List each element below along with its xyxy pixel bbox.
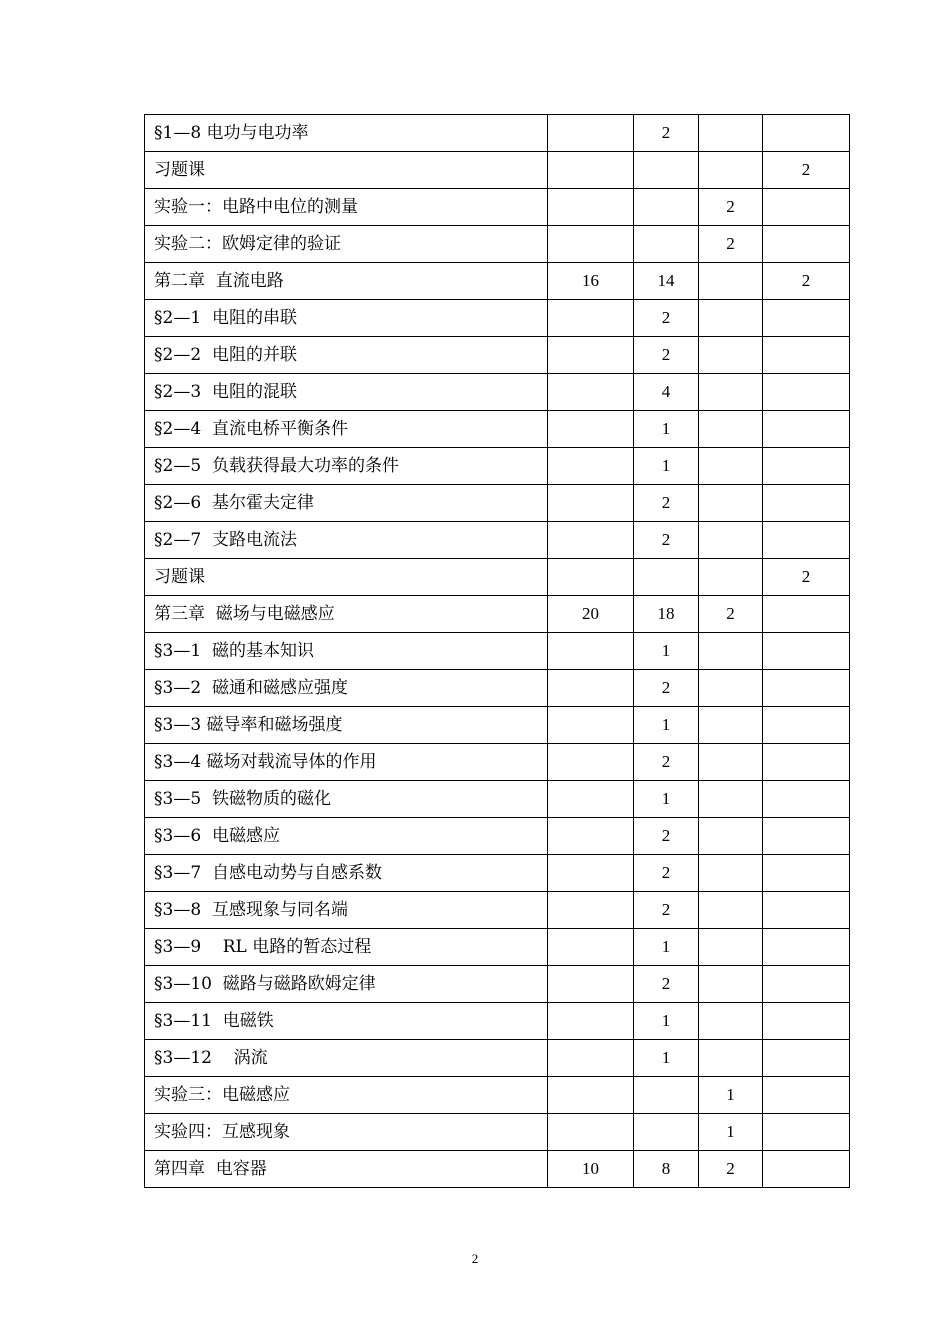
practice-hours-cell [699, 707, 763, 744]
table-row [145, 448, 850, 485]
exercise-hours-cell [763, 189, 850, 226]
exercise-hours-cell [763, 892, 850, 929]
table-row [145, 633, 850, 670]
exercise-hours-cell [763, 115, 850, 152]
topic-cell: 习题课 [145, 152, 548, 189]
table-row [145, 818, 850, 855]
practice-hours-cell [699, 818, 763, 855]
practice-hours-cell: 2 [699, 1151, 763, 1188]
total-hours-cell: 16 [548, 263, 634, 300]
exercise-hours-cell [763, 1114, 850, 1151]
table-row [145, 596, 850, 633]
total-hours-cell [548, 300, 634, 337]
theory-hours-cell: 2 [634, 485, 699, 522]
theory-hours-cell: 2 [634, 855, 699, 892]
topic-cell: §2—7 支路电流法 [145, 522, 548, 559]
exercise-hours-cell [763, 1003, 850, 1040]
topic-cell: §3—9 RL 电路的暂态过程 [145, 929, 548, 966]
table-row [145, 374, 850, 411]
total-hours-cell [548, 929, 634, 966]
practice-hours-cell [699, 374, 763, 411]
practice-hours-cell [699, 152, 763, 189]
topic-cell: §3—8 互感现象与同名端 [145, 892, 548, 929]
total-hours-cell [548, 855, 634, 892]
table-row [145, 559, 850, 596]
practice-hours-cell [699, 300, 763, 337]
total-hours-cell [548, 744, 634, 781]
exercise-hours-cell: 2 [763, 559, 850, 596]
theory-hours-cell [634, 559, 699, 596]
exercise-hours-cell [763, 929, 850, 966]
exercise-hours-cell [763, 226, 850, 263]
table-row [145, 411, 850, 448]
table-row [145, 670, 850, 707]
exercise-hours-cell [763, 1077, 850, 1114]
exercise-hours-cell [763, 855, 850, 892]
practice-hours-cell: 2 [699, 596, 763, 633]
practice-hours-cell [699, 929, 763, 966]
exercise-hours-cell [763, 374, 850, 411]
total-hours-cell [548, 1003, 634, 1040]
total-hours-cell [548, 818, 634, 855]
exercise-hours-cell [763, 411, 850, 448]
table-row [145, 1040, 850, 1077]
topic-cell: 实验一：电路中电位的测量 [145, 189, 548, 226]
practice-hours-cell [699, 670, 763, 707]
total-hours-cell [548, 411, 634, 448]
topic-cell: 实验三：电磁感应 [145, 1077, 548, 1114]
total-hours-cell: 20 [548, 596, 634, 633]
practice-hours-cell [699, 559, 763, 596]
total-hours-cell [548, 337, 634, 374]
exercise-hours-cell [763, 448, 850, 485]
topic-cell: §3—11 电磁铁 [145, 1003, 548, 1040]
practice-hours-cell [699, 1040, 763, 1077]
topic-cell: 第三章 磁场与电磁感应 [145, 596, 548, 633]
exercise-hours-cell [763, 337, 850, 374]
total-hours-cell [548, 115, 634, 152]
table-row [145, 744, 850, 781]
practice-hours-cell [699, 892, 763, 929]
theory-hours-cell: 1 [634, 448, 699, 485]
total-hours-cell [548, 707, 634, 744]
theory-hours-cell [634, 189, 699, 226]
total-hours-cell [548, 485, 634, 522]
topic-cell: §2—3 电阻的混联 [145, 374, 548, 411]
exercise-hours-cell [763, 818, 850, 855]
theory-hours-cell [634, 1114, 699, 1151]
theory-hours-cell: 2 [634, 115, 699, 152]
exercise-hours-cell [763, 633, 850, 670]
theory-hours-cell: 1 [634, 707, 699, 744]
topic-cell: §3—10 磁路与磁路欧姆定律 [145, 966, 548, 1003]
theory-hours-cell: 2 [634, 744, 699, 781]
practice-hours-cell [699, 522, 763, 559]
practice-hours-cell: 1 [699, 1077, 763, 1114]
table-row [145, 226, 850, 263]
total-hours-cell [548, 892, 634, 929]
topic-cell: §3—12 涡流 [145, 1040, 548, 1077]
topic-cell: §2—6 基尔霍夫定律 [145, 485, 548, 522]
total-hours-cell [548, 152, 634, 189]
topic-cell: §3—2 磁通和磁感应强度 [145, 670, 548, 707]
topic-cell: §3—7 自感电动势与自感系数 [145, 855, 548, 892]
topic-cell: §3—3 磁导率和磁场强度 [145, 707, 548, 744]
practice-hours-cell: 2 [699, 189, 763, 226]
theory-hours-cell: 1 [634, 1003, 699, 1040]
syllabus-table [144, 114, 850, 1188]
practice-hours-cell [699, 633, 763, 670]
theory-hours-cell: 2 [634, 522, 699, 559]
theory-hours-cell [634, 1077, 699, 1114]
table-row [145, 892, 850, 929]
total-hours-cell [548, 781, 634, 818]
topic-cell: §2—2 电阻的并联 [145, 337, 548, 374]
theory-hours-cell [634, 226, 699, 263]
total-hours-cell [548, 1114, 634, 1151]
table-row [145, 152, 850, 189]
theory-hours-cell: 2 [634, 966, 699, 1003]
practice-hours-cell [699, 448, 763, 485]
exercise-hours-cell [763, 485, 850, 522]
total-hours-cell [548, 189, 634, 226]
table-row [145, 1114, 850, 1151]
table-row [145, 522, 850, 559]
theory-hours-cell: 4 [634, 374, 699, 411]
topic-cell: 实验二：欧姆定律的验证 [145, 226, 548, 263]
practice-hours-cell [699, 744, 763, 781]
theory-hours-cell: 1 [634, 1040, 699, 1077]
theory-hours-cell [634, 152, 699, 189]
theory-hours-cell: 1 [634, 633, 699, 670]
table-row [145, 1003, 850, 1040]
table-row [145, 115, 850, 152]
practice-hours-cell [699, 115, 763, 152]
table-row [145, 929, 850, 966]
table-row [145, 966, 850, 1003]
total-hours-cell [548, 374, 634, 411]
topic-cell: 第二章 直流电路 [145, 263, 548, 300]
exercise-hours-cell [763, 1040, 850, 1077]
exercise-hours-cell: 2 [763, 152, 850, 189]
topic-cell: §3—1 磁的基本知识 [145, 633, 548, 670]
table-row [145, 781, 850, 818]
exercise-hours-cell: 2 [763, 263, 850, 300]
theory-hours-cell: 14 [634, 263, 699, 300]
table-row [145, 263, 850, 300]
topic-cell: §3—5 铁磁物质的磁化 [145, 781, 548, 818]
total-hours-cell [548, 559, 634, 596]
topic-cell: §2—4 直流电桥平衡条件 [145, 411, 548, 448]
topic-cell: §3—4 磁场对载流导体的作用 [145, 744, 548, 781]
practice-hours-cell [699, 263, 763, 300]
theory-hours-cell: 1 [634, 411, 699, 448]
exercise-hours-cell [763, 781, 850, 818]
practice-hours-cell [699, 337, 763, 374]
table-row [145, 1077, 850, 1114]
theory-hours-cell: 1 [634, 929, 699, 966]
exercise-hours-cell [763, 522, 850, 559]
exercise-hours-cell [763, 707, 850, 744]
topic-cell: §2—1 电阻的串联 [145, 300, 548, 337]
table-row [145, 1151, 850, 1188]
practice-hours-cell [699, 966, 763, 1003]
total-hours-cell [548, 522, 634, 559]
table-row [145, 707, 850, 744]
total-hours-cell [548, 1077, 634, 1114]
practice-hours-cell [699, 411, 763, 448]
topic-cell: §1—8 电功与电功率 [145, 115, 548, 152]
topic-cell: §3—6 电磁感应 [145, 818, 548, 855]
practice-hours-cell [699, 855, 763, 892]
table-row [145, 485, 850, 522]
theory-hours-cell: 2 [634, 300, 699, 337]
total-hours-cell [548, 226, 634, 263]
total-hours-cell [548, 670, 634, 707]
exercise-hours-cell [763, 744, 850, 781]
page-number: 2 [471, 1251, 479, 1266]
topic-cell: 实验四：互感现象 [145, 1114, 548, 1151]
theory-hours-cell: 2 [634, 670, 699, 707]
exercise-hours-cell [763, 966, 850, 1003]
total-hours-cell [548, 966, 634, 1003]
table-row [145, 855, 850, 892]
topic-cell: 第四章 电容器 [145, 1151, 548, 1188]
exercise-hours-cell [763, 1151, 850, 1188]
practice-hours-cell [699, 781, 763, 818]
table-row [145, 300, 850, 337]
exercise-hours-cell [763, 670, 850, 707]
topic-cell: 习题课 [145, 559, 548, 596]
exercise-hours-cell [763, 300, 850, 337]
theory-hours-cell: 2 [634, 818, 699, 855]
practice-hours-cell [699, 485, 763, 522]
syllabus-table-body [145, 115, 850, 1188]
theory-hours-cell: 1 [634, 781, 699, 818]
practice-hours-cell: 2 [699, 226, 763, 263]
theory-hours-cell: 2 [634, 892, 699, 929]
total-hours-cell: 10 [548, 1151, 634, 1188]
table-row [145, 189, 850, 226]
exercise-hours-cell [763, 596, 850, 633]
theory-hours-cell: 2 [634, 337, 699, 374]
theory-hours-cell: 18 [634, 596, 699, 633]
practice-hours-cell: 1 [699, 1114, 763, 1151]
practice-hours-cell [699, 1003, 763, 1040]
total-hours-cell [548, 448, 634, 485]
topic-cell: §2—5 负载获得最大功率的条件 [145, 448, 548, 485]
table-row [145, 337, 850, 374]
total-hours-cell [548, 1040, 634, 1077]
theory-hours-cell: 8 [634, 1151, 699, 1188]
total-hours-cell [548, 633, 634, 670]
